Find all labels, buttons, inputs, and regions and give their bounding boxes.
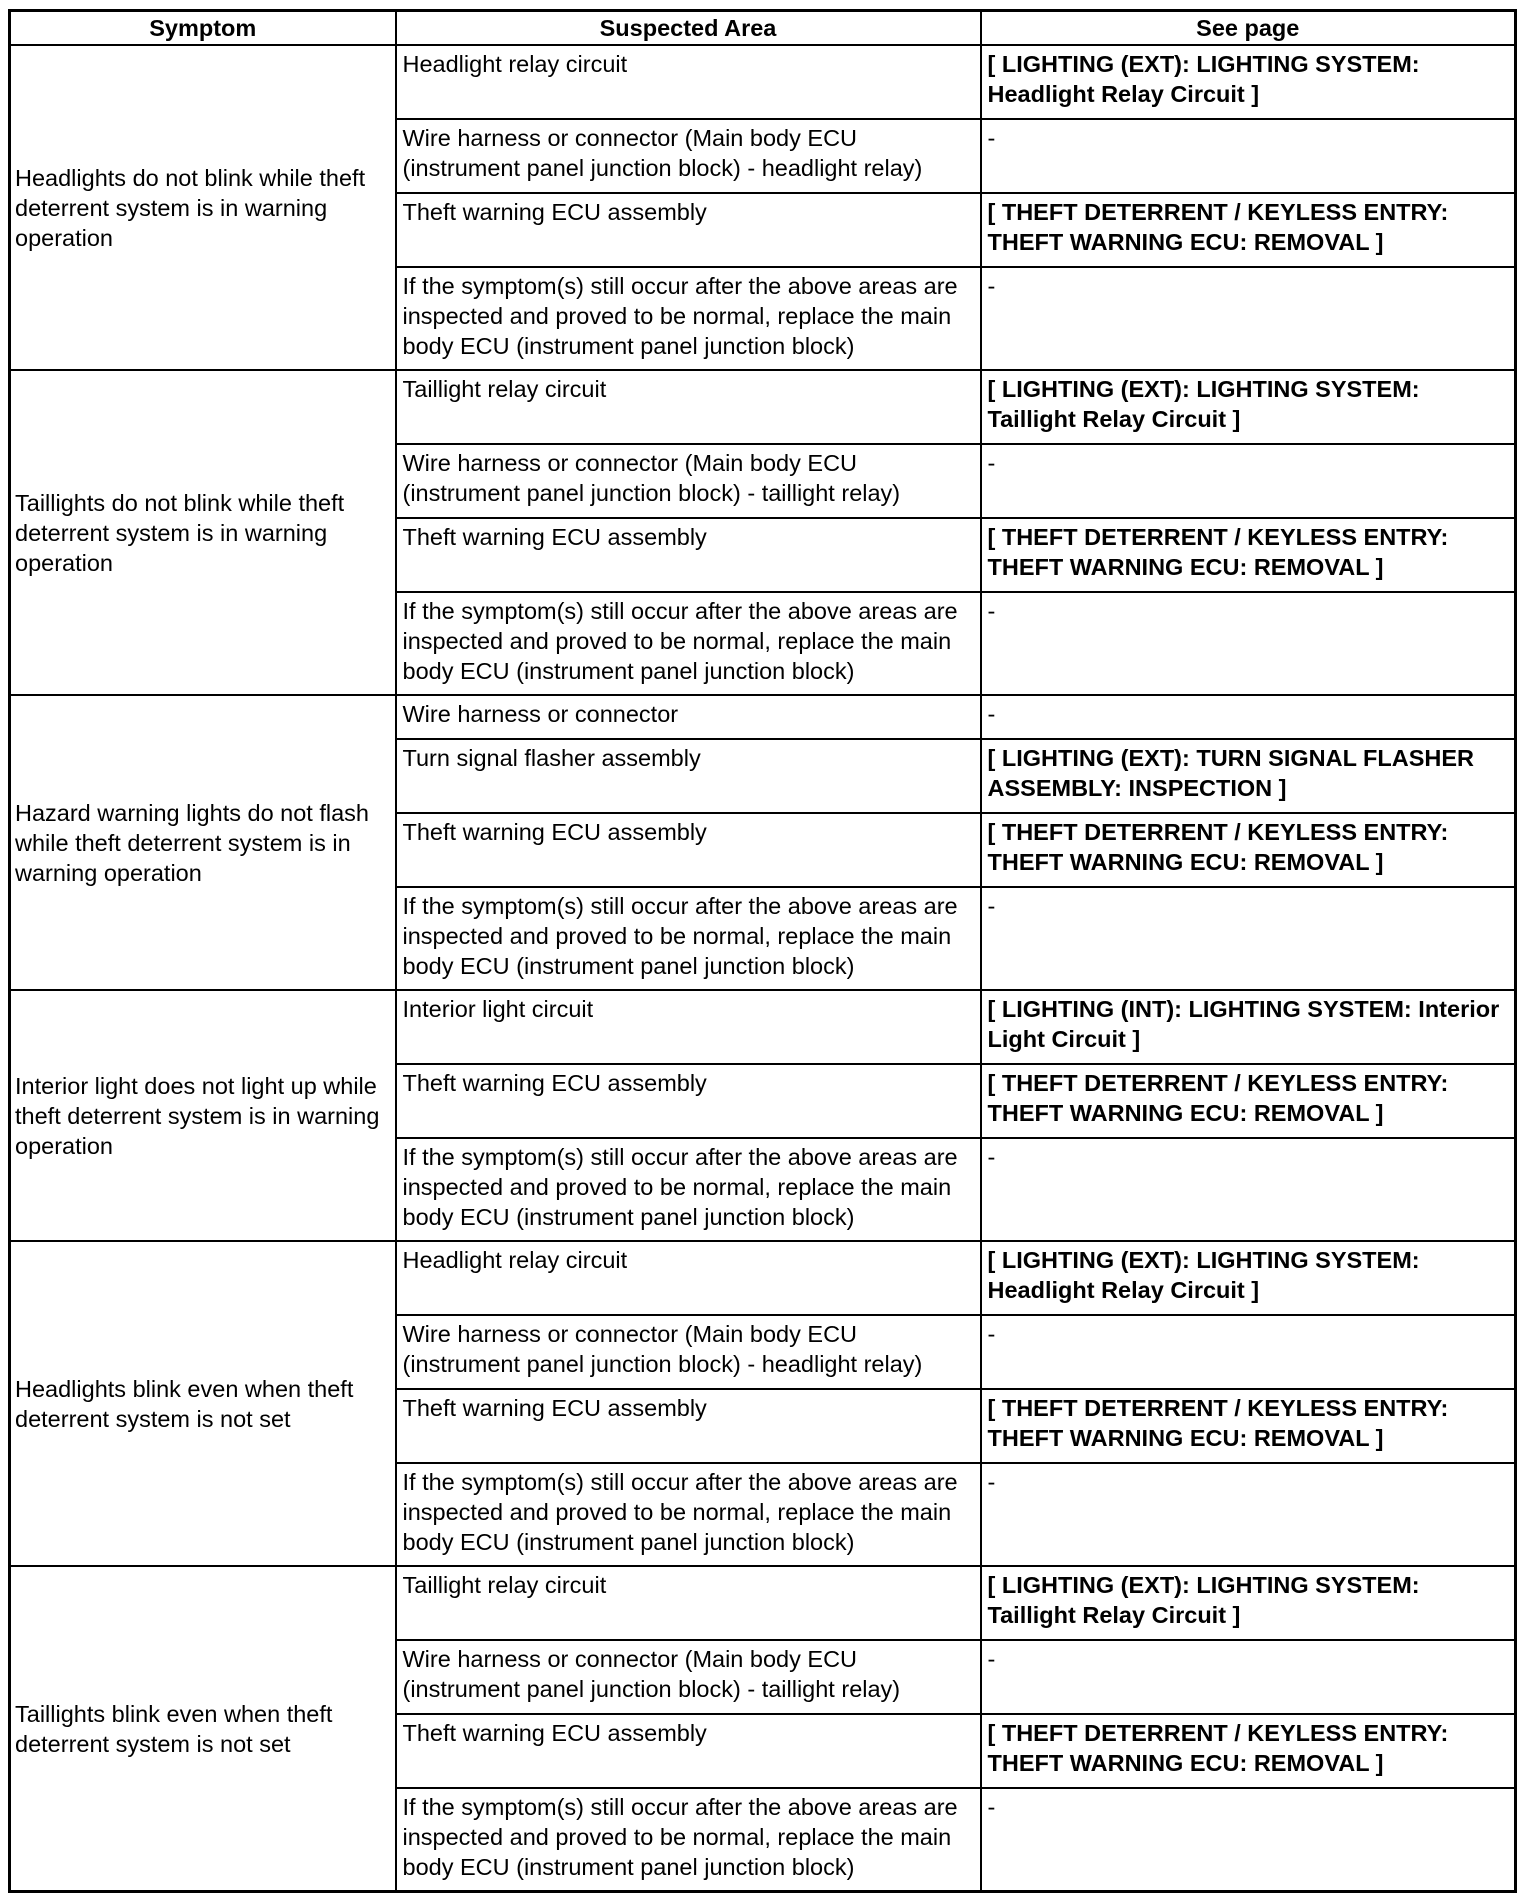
header-see-page: See page [981,11,1516,46]
see-page-link[interactable]: [ THEFT DETERRENT / KEYLESS ENTRY: THEFT WARNING ECU: REMOVAL ] [981,193,1516,267]
header-symptom: Symptom [10,11,396,46]
suspected-area-cell: If the symptom(s) still occur after the above areas are inspected and proved to be normal, replace the main body ECU (instrument panel junction block) [396,887,981,990]
symptom-cell: Hazard warning lights do not flash while theft deterrent system is in warning operation [10,695,396,990]
suspected-area-cell: If the symptom(s) still occur after the above areas are inspected and proved to be normal, replace the main body ECU (instrument panel junction block) [396,267,981,370]
suspected-area-cell: Turn signal flasher assembly [396,739,981,813]
see-page-cell: - [981,1463,1516,1566]
see-page-cell: - [981,267,1516,370]
see-page-cell: - [981,119,1516,193]
suspected-area-cell: Headlight relay circuit [396,1241,981,1315]
table-row [10,370,1516,444]
suspected-area-cell: Interior light circuit [396,990,981,1064]
see-page-cell: - [981,1640,1516,1714]
table-row [10,695,1516,739]
table-row [10,990,1516,1064]
suspected-area-cell: If the symptom(s) still occur after the above areas are inspected and proved to be normal, replace the main body ECU (instrument panel junction block) [396,592,981,695]
suspected-area-cell: Wire harness or connector [396,695,981,739]
symptom-cell: Headlights blink even when theft deterrent system is not set [10,1241,396,1566]
see-page-cell: - [981,444,1516,518]
suspected-area-cell: Theft warning ECU assembly [396,1714,981,1788]
see-page-cell: - [981,592,1516,695]
see-page-link[interactable]: [ LIGHTING (EXT): LIGHTING SYSTEM: Headlight Relay Circuit ] [981,45,1516,119]
symptom-cell: Headlights do not blink while theft deterrent system is in warning operation [10,45,396,370]
symptom-cell: Interior light does not light up while theft deterrent system is in warning operation [10,990,396,1241]
see-page-cell: - [981,695,1516,739]
see-page-cell: - [981,1138,1516,1241]
suspected-area-cell: Theft warning ECU assembly [396,518,981,592]
table-row [10,1566,1516,1640]
see-page-link[interactable]: [ LIGHTING (EXT): TURN SIGNAL FLASHER ASSEMBLY: INSPECTION ] [981,739,1516,813]
suspected-area-cell: Theft warning ECU assembly [396,813,981,887]
suspected-area-cell: Headlight relay circuit [396,45,981,119]
suspected-area-cell: Taillight relay circuit [396,370,981,444]
see-page-link[interactable]: [ LIGHTING (EXT): LIGHTING SYSTEM: Headlight Relay Circuit ] [981,1241,1516,1315]
suspected-area-cell: If the symptom(s) still occur after the above areas are inspected and proved to be normal, replace the main body ECU (instrument panel junction block) [396,1463,981,1566]
symptom-cell: Taillights do not blink while theft deterrent system is in warning operation [10,370,396,695]
header-suspected-area: Suspected Area [396,11,981,46]
suspected-area-cell: Taillight relay circuit [396,1566,981,1640]
symptom-cell: Taillights blink even when theft deterrent system is not set [10,1566,396,1892]
see-page-cell: - [981,1315,1516,1389]
see-page-link[interactable]: [ LIGHTING (EXT): LIGHTING SYSTEM: Taillight Relay Circuit ] [981,370,1516,444]
header-row [10,11,1516,46]
suspected-area-cell: Wire harness or connector (Main body ECU (instrument panel junction block) - headlight relay) [396,119,981,193]
see-page-link[interactable]: [ THEFT DETERRENT / KEYLESS ENTRY: THEFT WARNING ECU: REMOVAL ] [981,1714,1516,1788]
see-page-link[interactable]: [ THEFT DETERRENT / KEYLESS ENTRY: THEFT WARNING ECU: REMOVAL ] [981,813,1516,887]
suspected-area-cell: Theft warning ECU assembly [396,1389,981,1463]
see-page-link[interactable]: [ THEFT DETERRENT / KEYLESS ENTRY: THEFT WARNING ECU: REMOVAL ] [981,1389,1516,1463]
suspected-area-cell: If the symptom(s) still occur after the above areas are inspected and proved to be normal, replace the main body ECU (instrument panel junction block) [396,1788,981,1892]
suspected-area-cell: Theft warning ECU assembly [396,193,981,267]
suspected-area-cell: Wire harness or connector (Main body ECU (instrument panel junction block) - taillight relay) [396,1640,981,1714]
troubleshooting-table [8,9,1517,1893]
table-row [10,45,1516,119]
table-row [10,1241,1516,1315]
see-page-cell: - [981,1788,1516,1892]
see-page-cell: - [981,887,1516,990]
suspected-area-cell: Theft warning ECU assembly [396,1064,981,1138]
suspected-area-cell: Wire harness or connector (Main body ECU (instrument panel junction block) - headlight relay) [396,1315,981,1389]
see-page-link[interactable]: [ LIGHTING (EXT): LIGHTING SYSTEM: Taillight Relay Circuit ] [981,1566,1516,1640]
see-page-link[interactable]: [ THEFT DETERRENT / KEYLESS ENTRY: THEFT WARNING ECU: REMOVAL ] [981,1064,1516,1138]
suspected-area-cell: Wire harness or connector (Main body ECU (instrument panel junction block) - taillight relay) [396,444,981,518]
see-page-link[interactable]: [ THEFT DETERRENT / KEYLESS ENTRY: THEFT WARNING ECU: REMOVAL ] [981,518,1516,592]
suspected-area-cell: If the symptom(s) still occur after the above areas are inspected and proved to be normal, replace the main body ECU (instrument panel junction block) [396,1138,981,1241]
see-page-link[interactable]: [ LIGHTING (INT): LIGHTING SYSTEM: Interior Light Circuit ] [981,990,1516,1064]
